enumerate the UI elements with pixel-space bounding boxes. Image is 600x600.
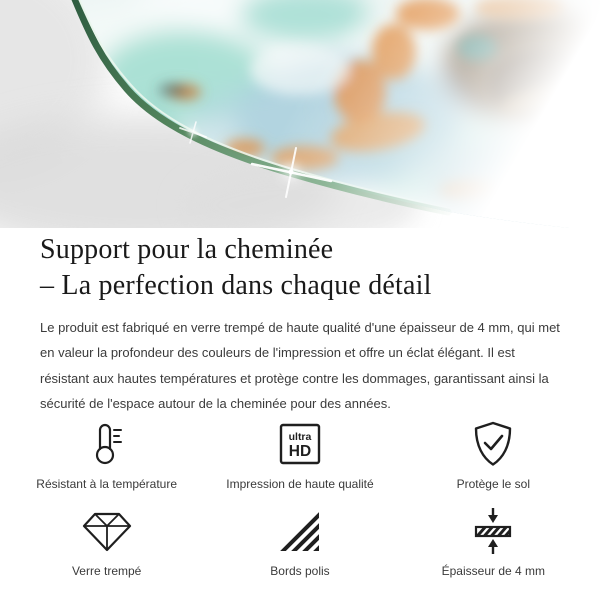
thermometer-icon [87,421,127,468]
ultra-hd-text-bottom: HD [288,443,312,461]
glass-panel-image [0,0,600,228]
feature-thickness [397,508,590,578]
shield-check-icon [470,421,516,468]
feature-temperature [10,421,203,491]
feature-print-quality [203,421,396,491]
page-title [40,232,564,304]
features-grid [0,421,600,578]
feature-label: Impression de haute qualité [226,476,374,491]
product-photo [0,0,600,228]
feature-label: Verre trempé [71,563,142,578]
feature-label: Épaisseur de 4 mm [441,563,546,578]
product-intro-text: Le produit est fabriqué en verre trempé de haute qualité d'une épaisseur de 4 mm, qui met en valeur la profondeur des couleurs de l'impression et offre un éclat élégant. Il est résistant aux hautes températures et protège contre les dommages, garantissant ainsi la sécurité de l'espace autour de la cheminée pour des années. [40,320,560,412]
page-title-line2: – La perfection dans chaque détail [40,270,432,301]
thickness-icon [471,508,515,555]
diamond-icon [82,508,132,555]
feature-floor-protection [397,421,590,491]
feature-label: Bords polis [270,563,330,578]
feature-polished-edges [203,508,396,578]
ultra-hd-icon [279,421,321,468]
ultra-hd-text-top: ultra [288,431,312,444]
feature-label: Résistant à la température [36,476,178,491]
product-description-section [0,228,600,417]
feature-label: Protège le sol [456,476,531,491]
feature-tempered-glass [10,508,203,578]
polished-edges-icon [277,508,323,555]
page-title-line1: Support pour la cheminée [40,234,334,265]
